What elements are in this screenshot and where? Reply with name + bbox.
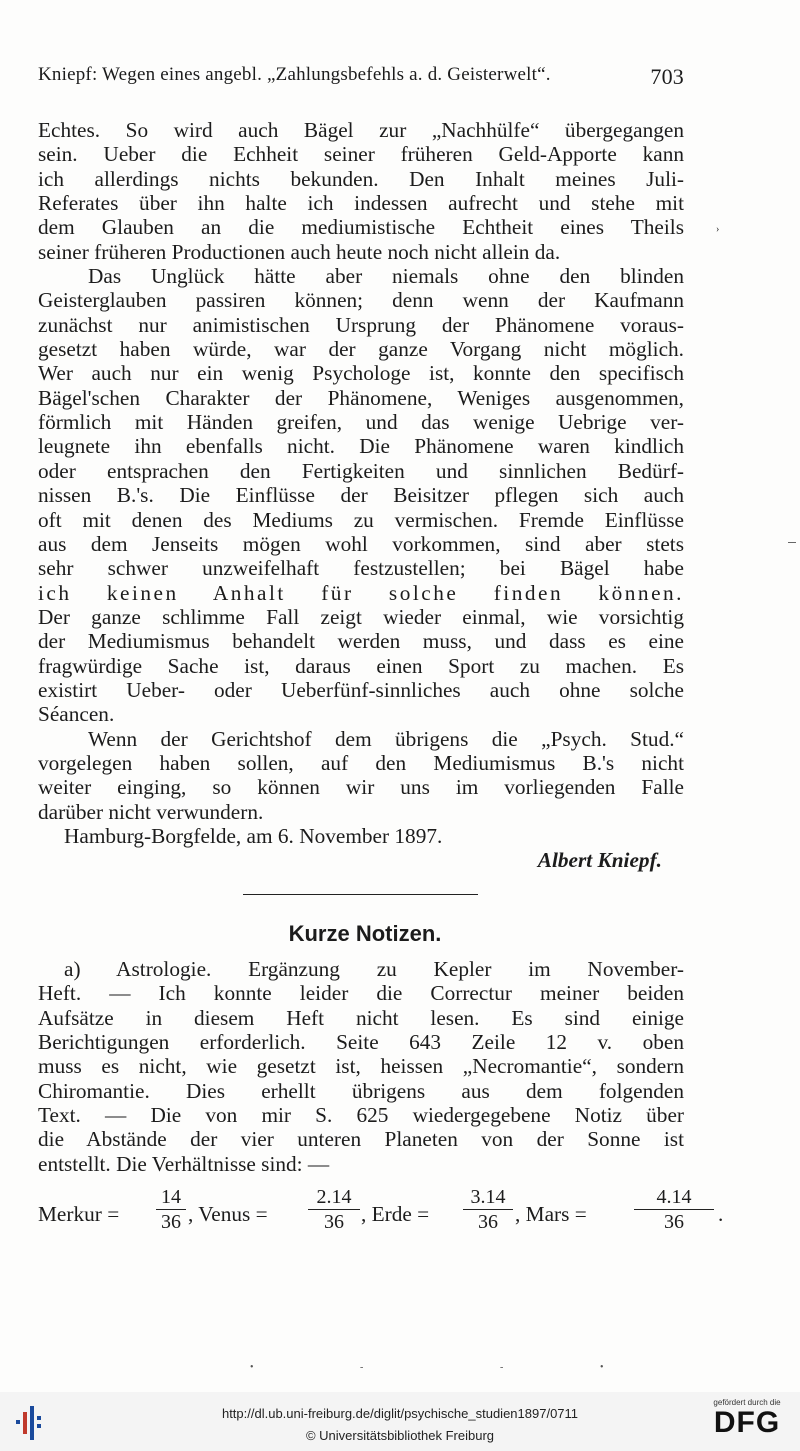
running-title: Kniepf: Wegen eines angebl. „Zahlungsbefehls a. d. Geisterwelt“. (38, 64, 551, 85)
fraction-bar (634, 1209, 714, 1210)
text-line: ich keinen Anhalt für solche finden können. (38, 580, 684, 605)
fraction-denominator: 36 (324, 1211, 344, 1233)
section-title: Kurze Notizen. (288, 921, 442, 946)
text-line: muss es nicht, wie gesetzt ist, heissen „Necromantie“, sondern (38, 1054, 684, 1079)
fraction-numerator: 4.14 (656, 1186, 692, 1208)
text-line: förmlich mit Händen greifen, und das wenige Uebrige ver- (38, 410, 684, 435)
text-line: Bägel'schen Charakter der Phänomene, Weniges ausgenommen, (38, 385, 684, 410)
text-line: oder entsprachen den Fertigkeiten und sinnlichen Bedürf- (38, 458, 684, 483)
fraction-erde (463, 1186, 513, 1233)
section-divider (243, 894, 478, 895)
scan-artifact: • (600, 1362, 604, 1373)
scan-artifact: - (360, 1362, 364, 1373)
margin-mark (788, 542, 796, 543)
dfg-wordmark: DFG (713, 1406, 781, 1439)
planet-ratio-formula (38, 1186, 724, 1242)
text-line: gesetzt haben würde, war der ganze Vorgang nicht möglich. (38, 337, 684, 362)
text-line: Der ganze schlimme Fall zeigt wieder einmal, wie vorsichtig (38, 604, 684, 629)
fraction-denominator: 36 (161, 1211, 181, 1233)
text-line: Wenn der Gerichtshof dem übrigens die „Psych. Stud.“ (88, 726, 684, 751)
copyright-notice: © Universitätsbibliothek Freiburg (305, 1428, 495, 1443)
text-line: die Abstände der vier unteren Planeten von der Sonne ist (38, 1127, 684, 1152)
text-line: zunächst nur animistischen Ursprung der Phänomene voraus- (38, 312, 684, 337)
text-line: sehr schwer unzweifelhaft festzustellen; bei Bägel habe (38, 556, 684, 581)
fraction-numerator: 3.14 (470, 1186, 506, 1208)
text-line: vorgelegen haben sollen, auf den Mediumismus B.'s nicht (38, 750, 684, 775)
text-line: fragwürdige Sache ist, daraus einen Sport zu machen. Es (38, 653, 684, 678)
notes-text (38, 957, 684, 1176)
text-line: entstellt. Die Verhältnisse sind: — (38, 1151, 330, 1176)
fraction-mars (634, 1186, 714, 1233)
text-line: der Mediumismus behandelt werden muss, und dass es eine (38, 629, 684, 654)
text-line: nissen B.'s. Die Einflüsse der Beisitzer pflegen sich auch (38, 483, 684, 508)
dfg-logo (704, 1398, 790, 1446)
text-line: dem Glauben an die mediumistische Echtheit eines Theils (38, 215, 684, 240)
fraction-bar (463, 1209, 513, 1210)
scan-artifact: • (250, 1362, 254, 1373)
text-line: Das Unglück hätte aber niemals ohne den blinden (88, 264, 684, 289)
fraction-denominator: 36 (664, 1211, 684, 1233)
margin-mark: › (716, 224, 720, 235)
text-line: oft mit denen des Mediums zu vermischen. Fremde Einflüsse (38, 507, 684, 532)
formula-label-venus: , Venus = (188, 1202, 268, 1226)
signature: Albert Kniepf. (537, 848, 662, 873)
fraction-denominator: 36 (478, 1211, 498, 1233)
text-line: Berichtigungen erforderlich. Seite 643 Zeile 12 v. oben (38, 1030, 684, 1055)
text-line: darüber nicht verwundern. (38, 799, 264, 824)
text-line: aus dem Jenseits mögen wohl vorkommen, sind aber stets (38, 531, 684, 556)
page-number: 703 (650, 64, 684, 89)
text-line: Wer auch nur ein wenig Psychologe ist, konnte den specifisch (38, 361, 684, 386)
text-line: Referates über ihn halte ich indessen aufrecht und stehe mit (38, 191, 684, 216)
formula-end: . (718, 1202, 724, 1226)
source-url[interactable]: http://dl.ub.uni-freiburg.de/diglit/psychische_studien1897/0711 (221, 1406, 579, 1421)
text-line: Echtes. So wird auch Bägel zur „Nachhülfe“ übergegangen (38, 118, 684, 142)
fraction-merkur (156, 1186, 186, 1233)
text-line: sein. Ueber die Echheit seiner früheren Geld-Apporte kann (38, 142, 684, 167)
text-line: Chiromantie. Dies erhellt übrigens aus dem folgenden (38, 1078, 684, 1103)
running-header (38, 64, 684, 89)
text-line: existirt Ueber- oder Ueberfünf-sinnliches auch ohne solche (38, 677, 684, 702)
dfg-tagline: gefördert durch die (713, 1398, 781, 1407)
text-line: seiner früheren Productionen auch heute noch nicht allein da. (38, 239, 561, 264)
fraction-numerator: 14 (161, 1186, 181, 1208)
text-line: a) Astrologie. Ergänzung zu Kepler im November- (64, 957, 684, 981)
formula-label-merkur: Merkur = (38, 1202, 120, 1226)
text-line: Séancen. (38, 702, 115, 727)
text-line: weiter einging, so können wir uns im vorliegenden Falle (38, 775, 684, 800)
text-line: Geisterglauben passiren können; denn wenn der Kaufmann (38, 288, 684, 313)
scan-artifact: - (500, 1362, 504, 1373)
fraction-venus (308, 1186, 360, 1233)
fraction-bar (308, 1209, 360, 1210)
text-line: Text. — Die von mir S. 625 wiedergegebene Notiz über (38, 1103, 684, 1128)
text-line: Heft. — Ich konnte leider die Correctur meiner beiden (38, 981, 684, 1006)
fraction-numerator: 2.14 (316, 1186, 352, 1208)
fraction-bar (156, 1209, 186, 1210)
text-line: ich allerdings nichts bekunden. Den Inhalt meines Juli- (38, 166, 684, 191)
text-line: Aufsätze in diesem Heft nicht lesen. Es sind einige (38, 1005, 684, 1030)
formula-label-erde: , Erde = (361, 1202, 430, 1226)
formula-label-mars: , Mars = (515, 1202, 587, 1226)
text-line: leugnete ihn ebenfalls nicht. Die Phänomene waren kindlich (38, 434, 684, 459)
main-text (38, 118, 684, 874)
place-date-line: Hamburg-Borgfelde, am 6. November 1897. (64, 823, 443, 848)
viewer-footer (0, 1392, 800, 1451)
